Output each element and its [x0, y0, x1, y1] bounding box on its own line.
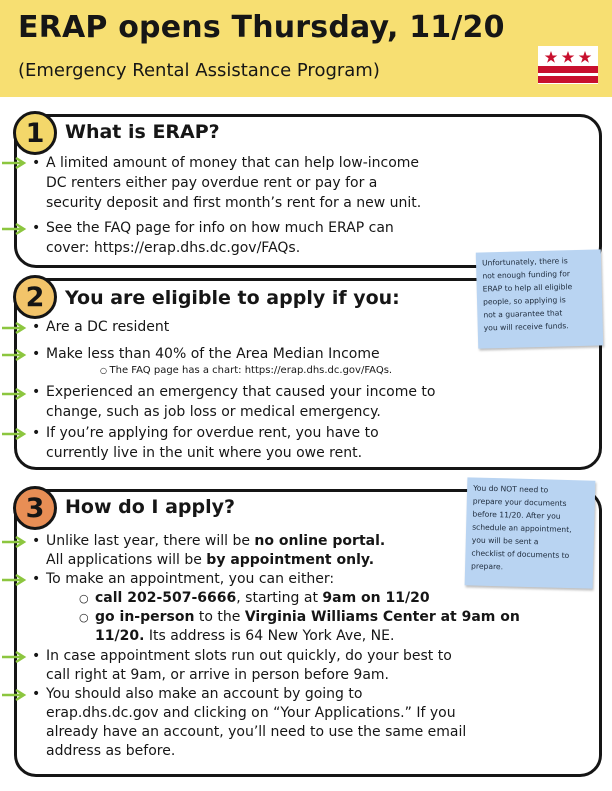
bullet-line: • Make less than 40% of the Area Median Income: [32, 346, 380, 362]
bullet-line: change, such as job loss or medical emergency.: [46, 404, 381, 420]
bullet-line: address as before.: [46, 743, 176, 759]
arrow-icon: [2, 388, 30, 400]
section-2-title: You are eligible to apply if you:: [65, 287, 400, 309]
bullet-line: erap.dhs.dc.gov and clicking on “Your Applications.” If you: [46, 705, 456, 721]
bullet-line: • Unlike last year, there will be no online portal.: [32, 533, 386, 549]
bullet-line: • See the FAQ page for info on how much ERAP can: [32, 220, 394, 236]
arrow-icon: [2, 536, 30, 548]
bullet-line: • You should also make an account by going to: [32, 686, 363, 702]
arrow-icon: [2, 223, 30, 235]
bullet-line: • Experienced an emergency that caused your income to: [32, 384, 436, 400]
section-1-title: What is ERAP?: [65, 121, 220, 143]
bullet-line: • If you’re applying for overdue rent, you have to: [32, 425, 379, 441]
bullet-line: already have an account, you’ll need to use the same email: [46, 724, 467, 740]
bullet-line: • In case appointment slots run out quickly, do your best to: [32, 648, 452, 664]
bullet-line: • To make an appointment, you can either:: [32, 571, 335, 587]
sticky-note-funding: Unfortunately, there is not enough funding for ERAP to help all eligible people, so applying is not a guarantee that you will receive funds.: [476, 249, 603, 348]
page-subtitle: (Emergency Rental Assistance Program): [18, 60, 380, 81]
section-1-badge: 1: [13, 111, 57, 155]
bullet-line: security deposit and first month’s rent for a new unit.: [46, 195, 422, 211]
sub-bullet-address: 11/20. Its address is 64 New York Ave, NE.: [95, 628, 395, 644]
section-3-title: How do I apply?: [65, 496, 236, 518]
bullet-line: All applications will be by appointment only.: [46, 552, 375, 568]
section-3-badge: 3: [13, 486, 57, 530]
section-2-badge: 2: [13, 275, 57, 319]
arrow-icon: [2, 428, 30, 440]
bullet-line: • Are a DC resident: [32, 319, 170, 335]
arrow-icon: [2, 651, 30, 663]
arrow-icon: [2, 157, 30, 169]
sticky-note-documents: You do NOT need to prepare your documents before 11/20. After you schedule an appointment, you will be sent a checklist of documents to prepare.: [465, 477, 596, 588]
dc-flag-icon: [538, 46, 598, 84]
sub-bullet-call: ○ call 202-507-6666, starting at 9am on 11/20: [79, 590, 430, 606]
bullet-line: currently live in the unit where you owe rent.: [46, 445, 363, 461]
arrow-icon: [2, 349, 30, 361]
bullet-line: DC renters either pay overdue rent or pay for a: [46, 175, 378, 191]
sub-bullet-in-person: ○ go in-person to the Virginia Williams Center at 9am on: [79, 609, 520, 625]
bullet-line: cover: https://erap.dhs.dc.gov/FAQs.: [46, 240, 301, 256]
arrow-icon: [2, 689, 30, 701]
bullet-line: • A limited amount of money that can help low-income: [32, 155, 420, 171]
arrow-icon: [2, 322, 30, 334]
bullet-line: call right at 9am, or arrive in person before 9am.: [46, 667, 389, 683]
faq-chart-note: ○ The FAQ page has a chart: https://erap.dhs.dc.gov/FAQs.: [100, 365, 393, 376]
arrow-icon: [2, 574, 30, 586]
page-title: ERAP opens Thursday, 11/20: [18, 10, 505, 45]
header-banner: [0, 0, 612, 97]
